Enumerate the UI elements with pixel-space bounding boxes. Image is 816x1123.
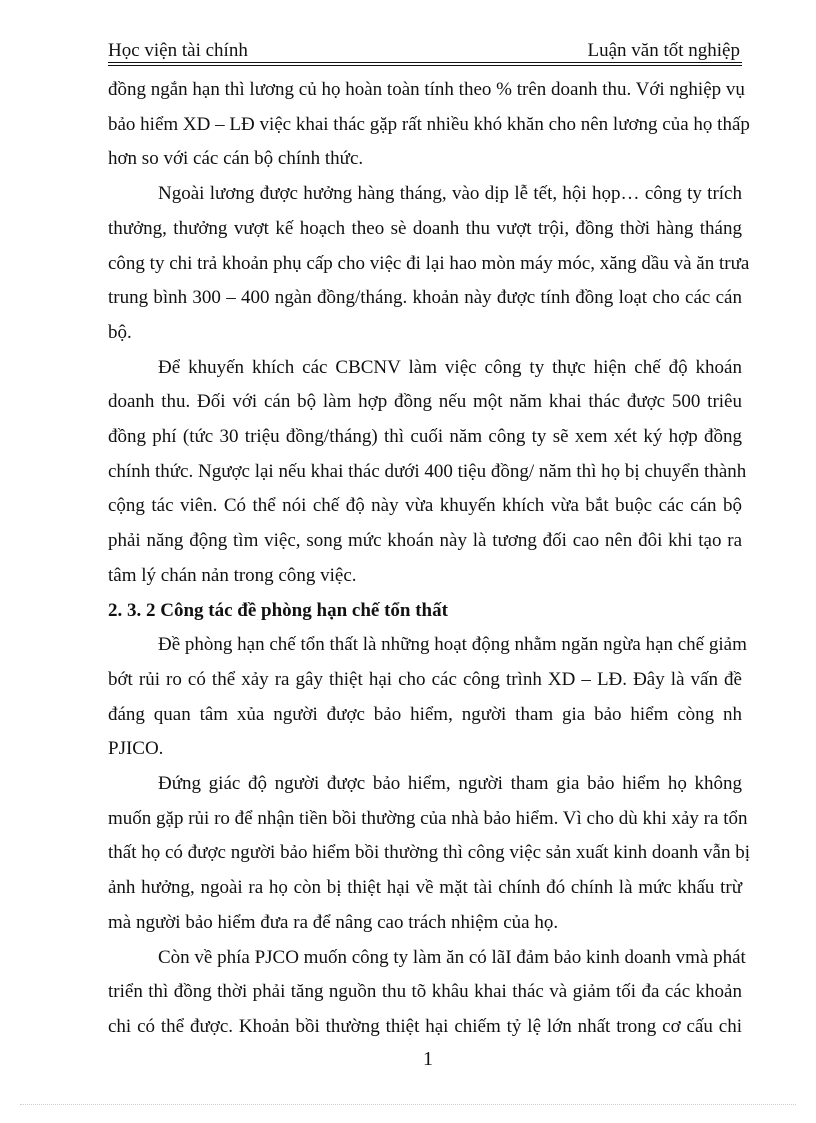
text-line: đáng quan tâm xủa người được bảo hiểm, người tham gia bảo hiểm còng nh bbox=[108, 703, 742, 725]
text-line: PJICO. bbox=[108, 738, 164, 760]
text-line: chính thức. Ngược lại nếu khai thác dưới 400 tiệu đồng/ năm thì họ bị chuyển thành bbox=[108, 460, 747, 482]
footer-dotted-rule bbox=[20, 1104, 796, 1105]
body-text bbox=[108, 73, 751, 1045]
text-line: đồng phí (tức 30 triệu đồng/tháng) thì cuối năm công ty sẽ xem xét ký hợp đồng bbox=[108, 426, 742, 448]
text-line: bớt rủi ro có thể xảy ra gây thiệt hại cho các công trình XD – LĐ. Đây là vấn đề bbox=[108, 668, 742, 690]
text-line: thất họ có được người bảo hiểm bồi thường thì công việc sản xuất kinh doanh vẫn bị bbox=[108, 842, 751, 864]
header-document-type: Luận văn tốt nghiệp bbox=[587, 40, 740, 61]
section-heading: 2. 3. 2 Công tác đề phòng hạn chế tổn thất bbox=[108, 599, 448, 621]
header-rule bbox=[108, 62, 742, 63]
text-line: cộng tác viên. Có thể nói chế độ này vừa khuyến khích vừa bắt buộc các cán bộ bbox=[108, 495, 742, 517]
text-line: thưởng, thưởng vượt kế hoạch theo sè doanh thu vượt trội, đồng thời hàng tháng bbox=[108, 217, 742, 239]
paragraph bbox=[108, 351, 747, 594]
text-line: chi có thể được. Khoản bồi thường thiệt hại chiếm tỷ lệ lớn nhất trong cơ cấu chi bbox=[108, 1015, 742, 1037]
text-line: hơn so với các cán bộ chính thức. bbox=[108, 148, 364, 170]
text-line: trung bình 300 – 400 ngàn đồng/tháng. khoản này được tính đồng loạt cho các cán bbox=[108, 287, 742, 309]
paragraph bbox=[108, 767, 751, 941]
text-line: doanh thu. Đối với cán bộ làm hợp đồng nếu một năm khai thác được 500 triêu bbox=[108, 391, 742, 413]
text-line: Để khuyến khích các CBCNV làm việc công ty thực hiện chế độ khoán bbox=[158, 356, 742, 378]
text-line: muốn gặp rủi ro để nhận tiền bồi thường của nhà bảo hiểm. Vì cho dù khi xảy ra tổn bbox=[108, 807, 748, 829]
text-line: phải năng động tìm việc, song mức khoán này là tương đối cao nên đôi khi tạo ra bbox=[108, 530, 742, 552]
text-line: Đề phòng hạn chế tổn thất là những hoạt động nhằm ngăn ngừa hạn chế giảm bbox=[158, 634, 747, 656]
text-line: bảo hiểm XD – LĐ việc khai thác gặp rất nhiều khó khăn cho nên lương của họ thấp bbox=[108, 113, 750, 135]
text-line: mà người bảo hiểm đưa ra để nâng cao trách nhiệm của họ. bbox=[108, 911, 559, 933]
text-line: ảnh hưởng, ngoài ra họ còn bị thiệt hại về mặt tài chính đó chính là mức khấu trừ bbox=[108, 877, 742, 899]
header-institution: Học viện tài chính bbox=[108, 40, 248, 61]
page-number: 1 bbox=[423, 1048, 433, 1070]
text-line: Đứng giác độ người được bảo hiểm, người tham gia bảo hiểm họ không bbox=[158, 773, 742, 795]
paragraph bbox=[108, 73, 750, 177]
text-line: tâm lý chán nản trong công việc. bbox=[108, 564, 357, 586]
paragraph bbox=[108, 941, 746, 1045]
text-line: đồng ngắn hạn thì lương củ họ hoàn toàn tính theo % trên doanh thu. Với nghiệp vụ bbox=[108, 79, 745, 100]
text-line: bộ. bbox=[108, 321, 132, 343]
text-line: Còn về phía PJCO muốn công ty làm ăn có lãI đảm bảo kinh doanh vmà phát bbox=[158, 946, 746, 968]
paragraph bbox=[108, 177, 750, 351]
text-line: Ngoài lương được hưởng hàng tháng, vào dịp lễ tết, hội họp… công ty trích bbox=[158, 183, 742, 205]
paragraph bbox=[108, 628, 747, 767]
text-line: triển thì đồng thời phải tăng nguồn thu tõ khâu khai thác và giảm tối đa các khoản bbox=[108, 981, 742, 1003]
text-line: công ty chi trả khoản phụ cấp cho việc đi lại hao mòn máy móc, xăng dầu và ăn trưa bbox=[108, 252, 750, 274]
page-header bbox=[108, 38, 740, 64]
header-rule-double bbox=[108, 65, 742, 66]
